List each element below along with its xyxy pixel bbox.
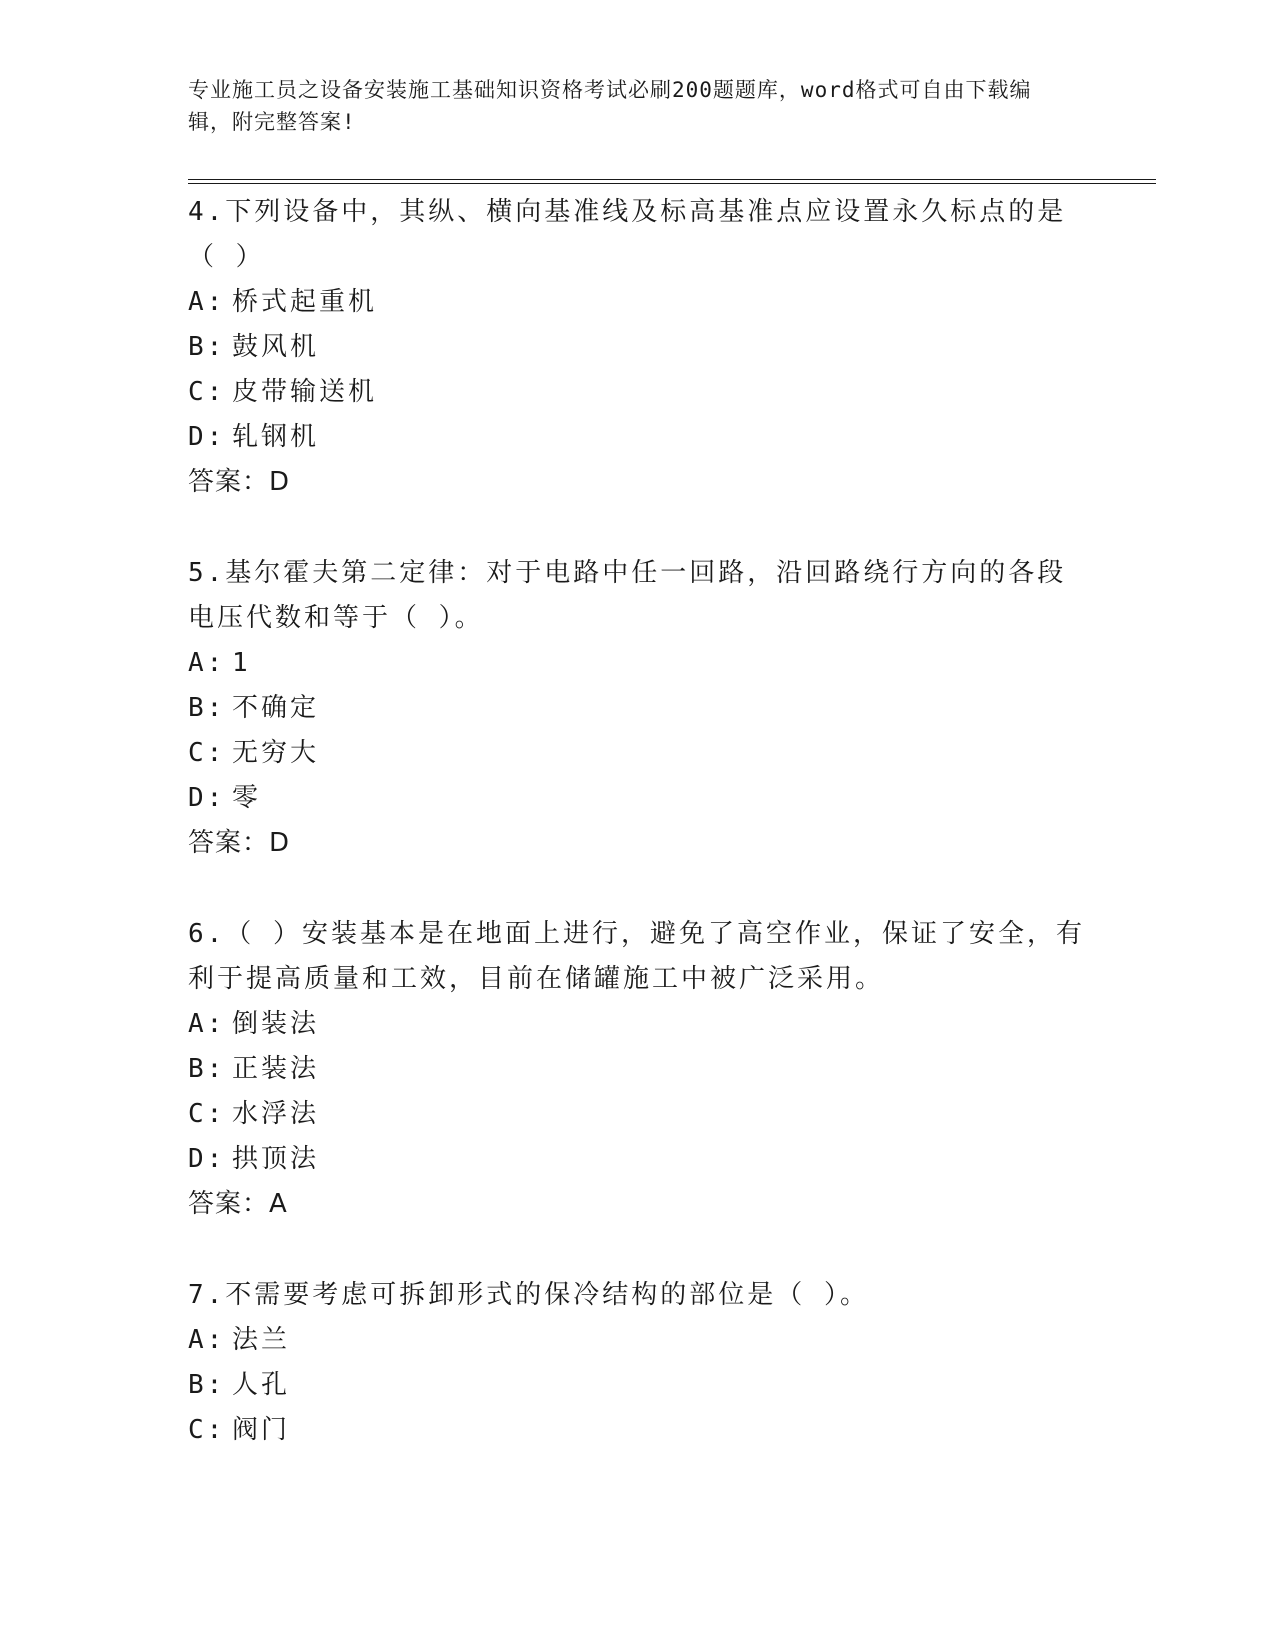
option-c bbox=[188, 731, 1088, 776]
option-key: C: bbox=[188, 377, 226, 407]
option-key: C: bbox=[188, 1099, 226, 1129]
option-key: D: bbox=[188, 783, 226, 813]
option-text: 桥式起重机 bbox=[232, 287, 378, 317]
option-key: A: bbox=[188, 1009, 226, 1039]
option-d bbox=[188, 776, 1088, 821]
option-c bbox=[188, 1408, 1088, 1453]
option-key: C: bbox=[188, 738, 226, 768]
option-text: 人孔 bbox=[232, 1370, 291, 1400]
header-rule-bottom bbox=[188, 183, 1156, 184]
option-text: 零 bbox=[232, 783, 262, 813]
option-text: 阀门 bbox=[232, 1415, 291, 1445]
question-7 bbox=[188, 1273, 1088, 1453]
question-stem: 7.不需要考虑可拆卸形式的保冷结构的部位是（ ）。 bbox=[188, 1280, 869, 1310]
question-stem: 6.（ ）安装基本是在地面上进行，避免了高空作业，保证了安全，有利于提高质量和工效，目前在储罐施工中被广泛采用。 bbox=[188, 919, 1085, 994]
option-text: 1 bbox=[232, 648, 251, 678]
document-header: 专业施工员之设备安装施工基础知识资格考试必刷200题题库，word格式可自由下载编辑，附完整答案! bbox=[188, 78, 1032, 134]
option-a bbox=[188, 1318, 1088, 1363]
header-rule-top bbox=[188, 179, 1156, 180]
option-b bbox=[188, 686, 1088, 731]
option-key: A: bbox=[188, 648, 226, 678]
option-c bbox=[188, 370, 1088, 415]
question-stem: 4.下列设备中，其纵、横向基准线及标高基准点应设置永久标点的是（ ） bbox=[188, 197, 1067, 272]
answer-line: 答案：D bbox=[188, 467, 291, 497]
option-key: A: bbox=[188, 287, 226, 317]
option-b bbox=[188, 1363, 1088, 1408]
answer-line: 答案：A bbox=[188, 1189, 288, 1219]
option-text: 水浮法 bbox=[232, 1099, 320, 1129]
option-key: C: bbox=[188, 1415, 226, 1445]
option-b bbox=[188, 325, 1088, 370]
option-c bbox=[188, 1092, 1088, 1137]
question-list bbox=[188, 190, 1088, 1499]
option-text: 拱顶法 bbox=[232, 1144, 320, 1174]
option-key: D: bbox=[188, 1144, 226, 1174]
option-text: 不确定 bbox=[232, 693, 320, 723]
option-key: B: bbox=[188, 1370, 226, 1400]
option-text: 正装法 bbox=[232, 1054, 320, 1084]
question-4 bbox=[188, 190, 1088, 505]
question-6 bbox=[188, 912, 1088, 1227]
option-text: 皮带输送机 bbox=[232, 377, 378, 407]
option-text: 轧钢机 bbox=[232, 422, 320, 452]
question-stem: 5.基尔霍夫第二定律：对于电路中任一回路，沿回路绕行方向的各段电压代数和等于（ ）。 bbox=[188, 558, 1067, 633]
option-key: B: bbox=[188, 1054, 226, 1084]
question-5 bbox=[188, 551, 1088, 866]
option-a bbox=[188, 641, 1088, 686]
option-text: 鼓风机 bbox=[232, 332, 320, 362]
option-text: 无穷大 bbox=[232, 738, 320, 768]
option-a bbox=[188, 280, 1088, 325]
option-key: B: bbox=[188, 693, 226, 723]
option-b bbox=[188, 1047, 1088, 1092]
option-a bbox=[188, 1002, 1088, 1047]
option-text: 倒装法 bbox=[232, 1009, 320, 1039]
option-d bbox=[188, 1137, 1088, 1182]
answer-line: 答案：D bbox=[188, 828, 291, 858]
option-d bbox=[188, 415, 1088, 460]
option-key: B: bbox=[188, 332, 226, 362]
option-key: A: bbox=[188, 1325, 226, 1355]
option-key: D: bbox=[188, 422, 226, 452]
option-text: 法兰 bbox=[232, 1325, 291, 1355]
